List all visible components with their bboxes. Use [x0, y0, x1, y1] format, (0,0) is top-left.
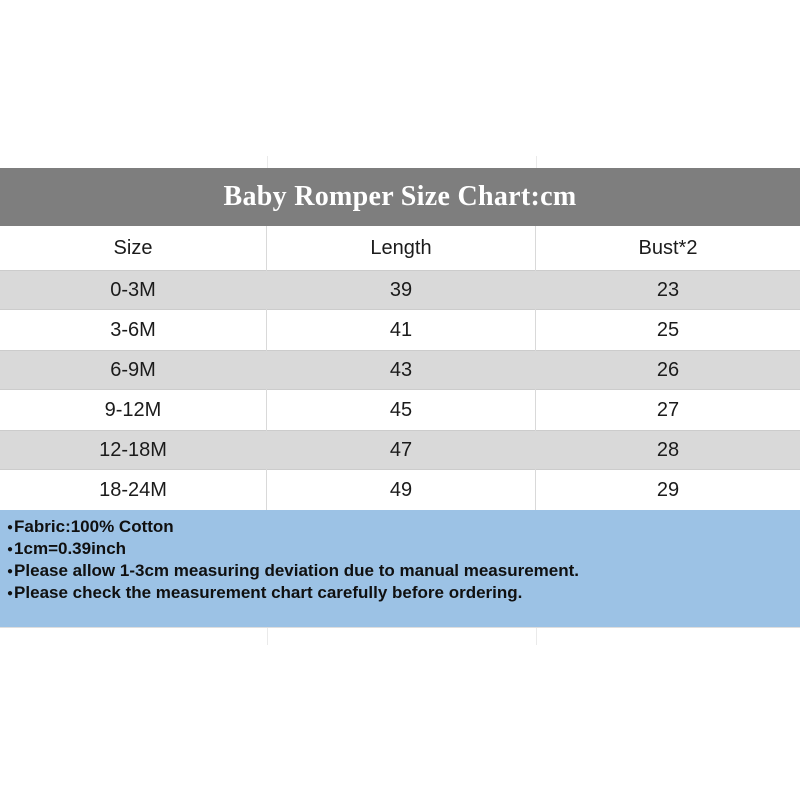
cell-bust: 28: [656, 438, 680, 461]
cell-size: 9-12M: [0, 390, 267, 430]
cell-bust: 23: [656, 278, 680, 301]
bullet-icon: ●: [7, 544, 14, 555]
cell-length: 47: [267, 430, 536, 470]
table-row: [0, 390, 800, 430]
cell-size: 12-18M: [0, 430, 267, 470]
cell-size: 6-9M: [0, 350, 267, 390]
cell-size: 18-24M: [0, 470, 267, 510]
note-fabric: Fabric:100% Cotton: [14, 517, 174, 536]
gridline-stub-bottom-right: [536, 628, 537, 645]
column-header-bust: Bust*2: [638, 236, 698, 259]
gridline-stub-top-right: [536, 156, 537, 168]
size-table: [0, 226, 800, 510]
column-header-length: Length: [267, 226, 536, 270]
gridline-stub-bottom-left: [267, 628, 268, 645]
cell-length: 39: [267, 270, 536, 310]
table-row: [0, 470, 800, 510]
cell-bust: 25: [656, 318, 680, 341]
column-header-size: Size: [0, 226, 267, 270]
table-row: [0, 430, 800, 470]
note-line: [7, 560, 792, 582]
table-row: [0, 310, 800, 350]
gridline-stub-top-left: [267, 156, 268, 168]
bullet-icon: ●: [7, 522, 14, 533]
size-chart-title-band: [0, 168, 800, 226]
cell-length: 45: [267, 390, 536, 430]
note-line: [7, 538, 792, 560]
cell-bust: 27: [656, 398, 680, 421]
cell-bust: 29: [656, 478, 680, 501]
cell-size: 0-3M: [0, 270, 267, 310]
table-row: [0, 270, 800, 310]
note-line: [7, 582, 792, 604]
cell-length: 43: [267, 350, 536, 390]
cell-bust: 26: [656, 358, 680, 381]
cell-size: 3-6M: [0, 310, 267, 350]
note-unit-conversion: 1cm=0.39inch: [14, 539, 127, 558]
size-chart-title: Baby Romper Size Chart:cm: [223, 181, 577, 212]
cell-length: 41: [267, 310, 536, 350]
note-check-chart: Please check the measurement chart carefully before ordering.: [14, 583, 523, 602]
bullet-icon: ●: [7, 566, 14, 577]
cell-length: 49: [267, 470, 536, 510]
note-deviation: Please allow 1-3cm measuring deviation due to manual measurement.: [14, 561, 580, 580]
table-row: [0, 350, 800, 390]
notes-panel: [0, 510, 800, 628]
bullet-icon: ●: [7, 588, 14, 599]
note-line: [7, 516, 792, 538]
size-table-header-row: [0, 226, 800, 270]
